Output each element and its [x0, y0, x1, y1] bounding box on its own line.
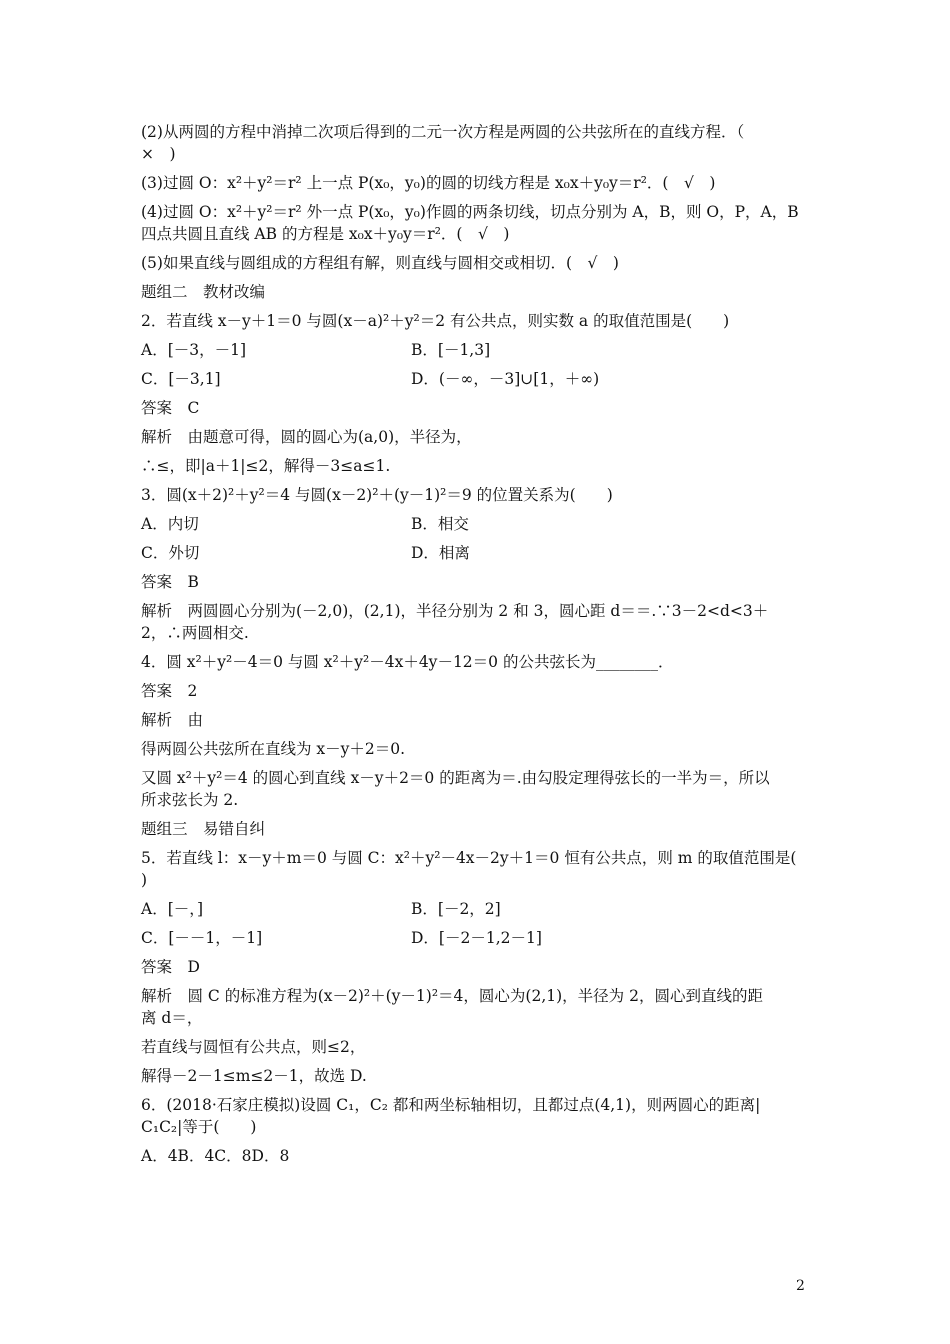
option-c: C．[－3,1]	[141, 370, 221, 388]
document-body	[141, 122, 813, 1175]
question-4: 4．圆 x²＋y²－4＝0 与圆 x²＋y²－4x＋4y－12＝0 的公共弦长为________．	[141, 653, 674, 671]
question-3-explanation-1: 解析 两圆圆心分别为(－2,0)，(2,1)，半径分别为 2 和 3，圆心距 d＝＝.∵3－2<d<3＋	[141, 602, 769, 620]
option-b: B．相交	[411, 515, 469, 533]
option-a: A．内切	[141, 515, 199, 533]
option-d: D．[－2－1,2－1]	[411, 929, 542, 947]
statement-4-cont: 四点共圆且直线 AB 的方程是 x₀x＋y₀y＝r²．( √ )	[141, 225, 510, 243]
question-3: 3．圆(x＋2)²＋y²＝4 与圆(x－2)²＋(y－1)²＝9 的位置关系为( )	[141, 486, 613, 504]
question-4-explanation-4: 所求弦长为 2.	[141, 791, 239, 809]
statement-4: (4)过圆 O：x²＋y²＝r² 外一点 P(x₀，y₀)作圆的两条切线，切点分别为 A，B，则 O，P，A，B	[141, 203, 799, 221]
option-a: A．[－3，－1]	[141, 341, 247, 359]
question-5: 5．若直线 l：x－y＋m＝0 与圆 C：x²＋y²－4x－2y＋1＝0 恒有公共点，则 m 的取值范围是(	[141, 849, 797, 867]
option-b: B．[－1,3]	[411, 341, 491, 359]
question-5-explanation-4: 解得－2－1≤m≤2－1，故选 D.	[141, 1067, 367, 1085]
question-2-options-row2	[141, 369, 813, 389]
page-number: 2	[796, 1278, 805, 1294]
question-2-explanation-1: 解析 由题意可得，圆的圆心为(a,0)，半径为，	[141, 428, 472, 446]
option-a: A．[－，]	[141, 900, 204, 918]
statement-3: (3)过圆 O：x²＋y²＝r² 上一点 P(x₀，y₀)的圆的切线方程是 x₀x＋y₀y＝r²．( √ )	[141, 174, 716, 192]
group-2-heading: 题组二 教材改编	[141, 283, 266, 301]
group-3-heading: 题组三 易错自纠	[141, 820, 266, 838]
question-3-explanation-2: 2，∴两圆相交.	[141, 624, 249, 642]
question-5-explanation-2: 离 d＝，	[141, 1009, 203, 1027]
question-5-explanation-3: 若直线与圆恒有公共点，则≤2，	[141, 1038, 366, 1056]
option-d: D．相离	[411, 544, 470, 562]
question-4-explanation-1: 解析 由	[141, 711, 204, 729]
question-2-options-row1	[141, 340, 813, 360]
statement-5: (5)如果直线与圆组成的方程组有解，则直线与圆相交或相切．( √ )	[141, 254, 619, 272]
question-6-cont: C₁C₂|等于( )	[141, 1118, 257, 1136]
option-c: C．外切	[141, 544, 200, 562]
question-4-answer: 答案 2	[141, 682, 198, 700]
option-c: C．[－－1，－1]	[141, 929, 263, 947]
statement-2-judgement: × )	[141, 145, 176, 163]
question-5-options-row2	[141, 928, 813, 948]
option-b: B．[－2，2]	[411, 900, 501, 918]
question-5-answer: 答案 D	[141, 958, 200, 976]
question-3-answer: 答案 B	[141, 573, 199, 591]
question-5-cont: )	[141, 871, 148, 889]
question-2-explanation-2: ∴≤，即|a＋1|≤2，解得－3≤a≤1.	[141, 457, 391, 475]
question-5-explanation-1: 解析 圆 C 的标准方程为(x－2)²＋(y－1)²＝4，圆心为(2,1)，半径为 2，圆心到直线的距	[141, 987, 763, 1005]
question-4-explanation-2: 得两圆公共弦所在直线为 x－y＋2＝0.	[141, 740, 406, 758]
question-6-options: A．4B．4C．8D．8	[141, 1147, 290, 1165]
question-3-options-row2	[141, 543, 813, 563]
question-5-options-row1	[141, 899, 813, 919]
statement-2: (2)从两圆的方程中消掉二次项后得到的二元一次方程是两圆的公共弦所在的直线方程．（	[141, 123, 745, 141]
option-d: D．(－∞，－3]∪[1，＋∞)	[411, 370, 600, 388]
question-6: 6．(2018·石家庄模拟)设圆 C₁，C₂ 都和两坐标轴相切，且都过点(4,1)，则两圆心的距离|	[141, 1096, 761, 1114]
question-3-options-row1	[141, 514, 813, 534]
question-2-answer: 答案 C	[141, 399, 200, 417]
question-2: 2．若直线 x－y＋1＝0 与圆(x－a)²＋y²＝2 有公共点，则实数 a 的取值范围是( )	[141, 312, 730, 330]
question-4-explanation-3: 又圆 x²＋y²＝4 的圆心到直线 x－y＋2＝0 的距离为＝.由勾股定理得弦长的一半为＝，所以	[141, 769, 770, 787]
